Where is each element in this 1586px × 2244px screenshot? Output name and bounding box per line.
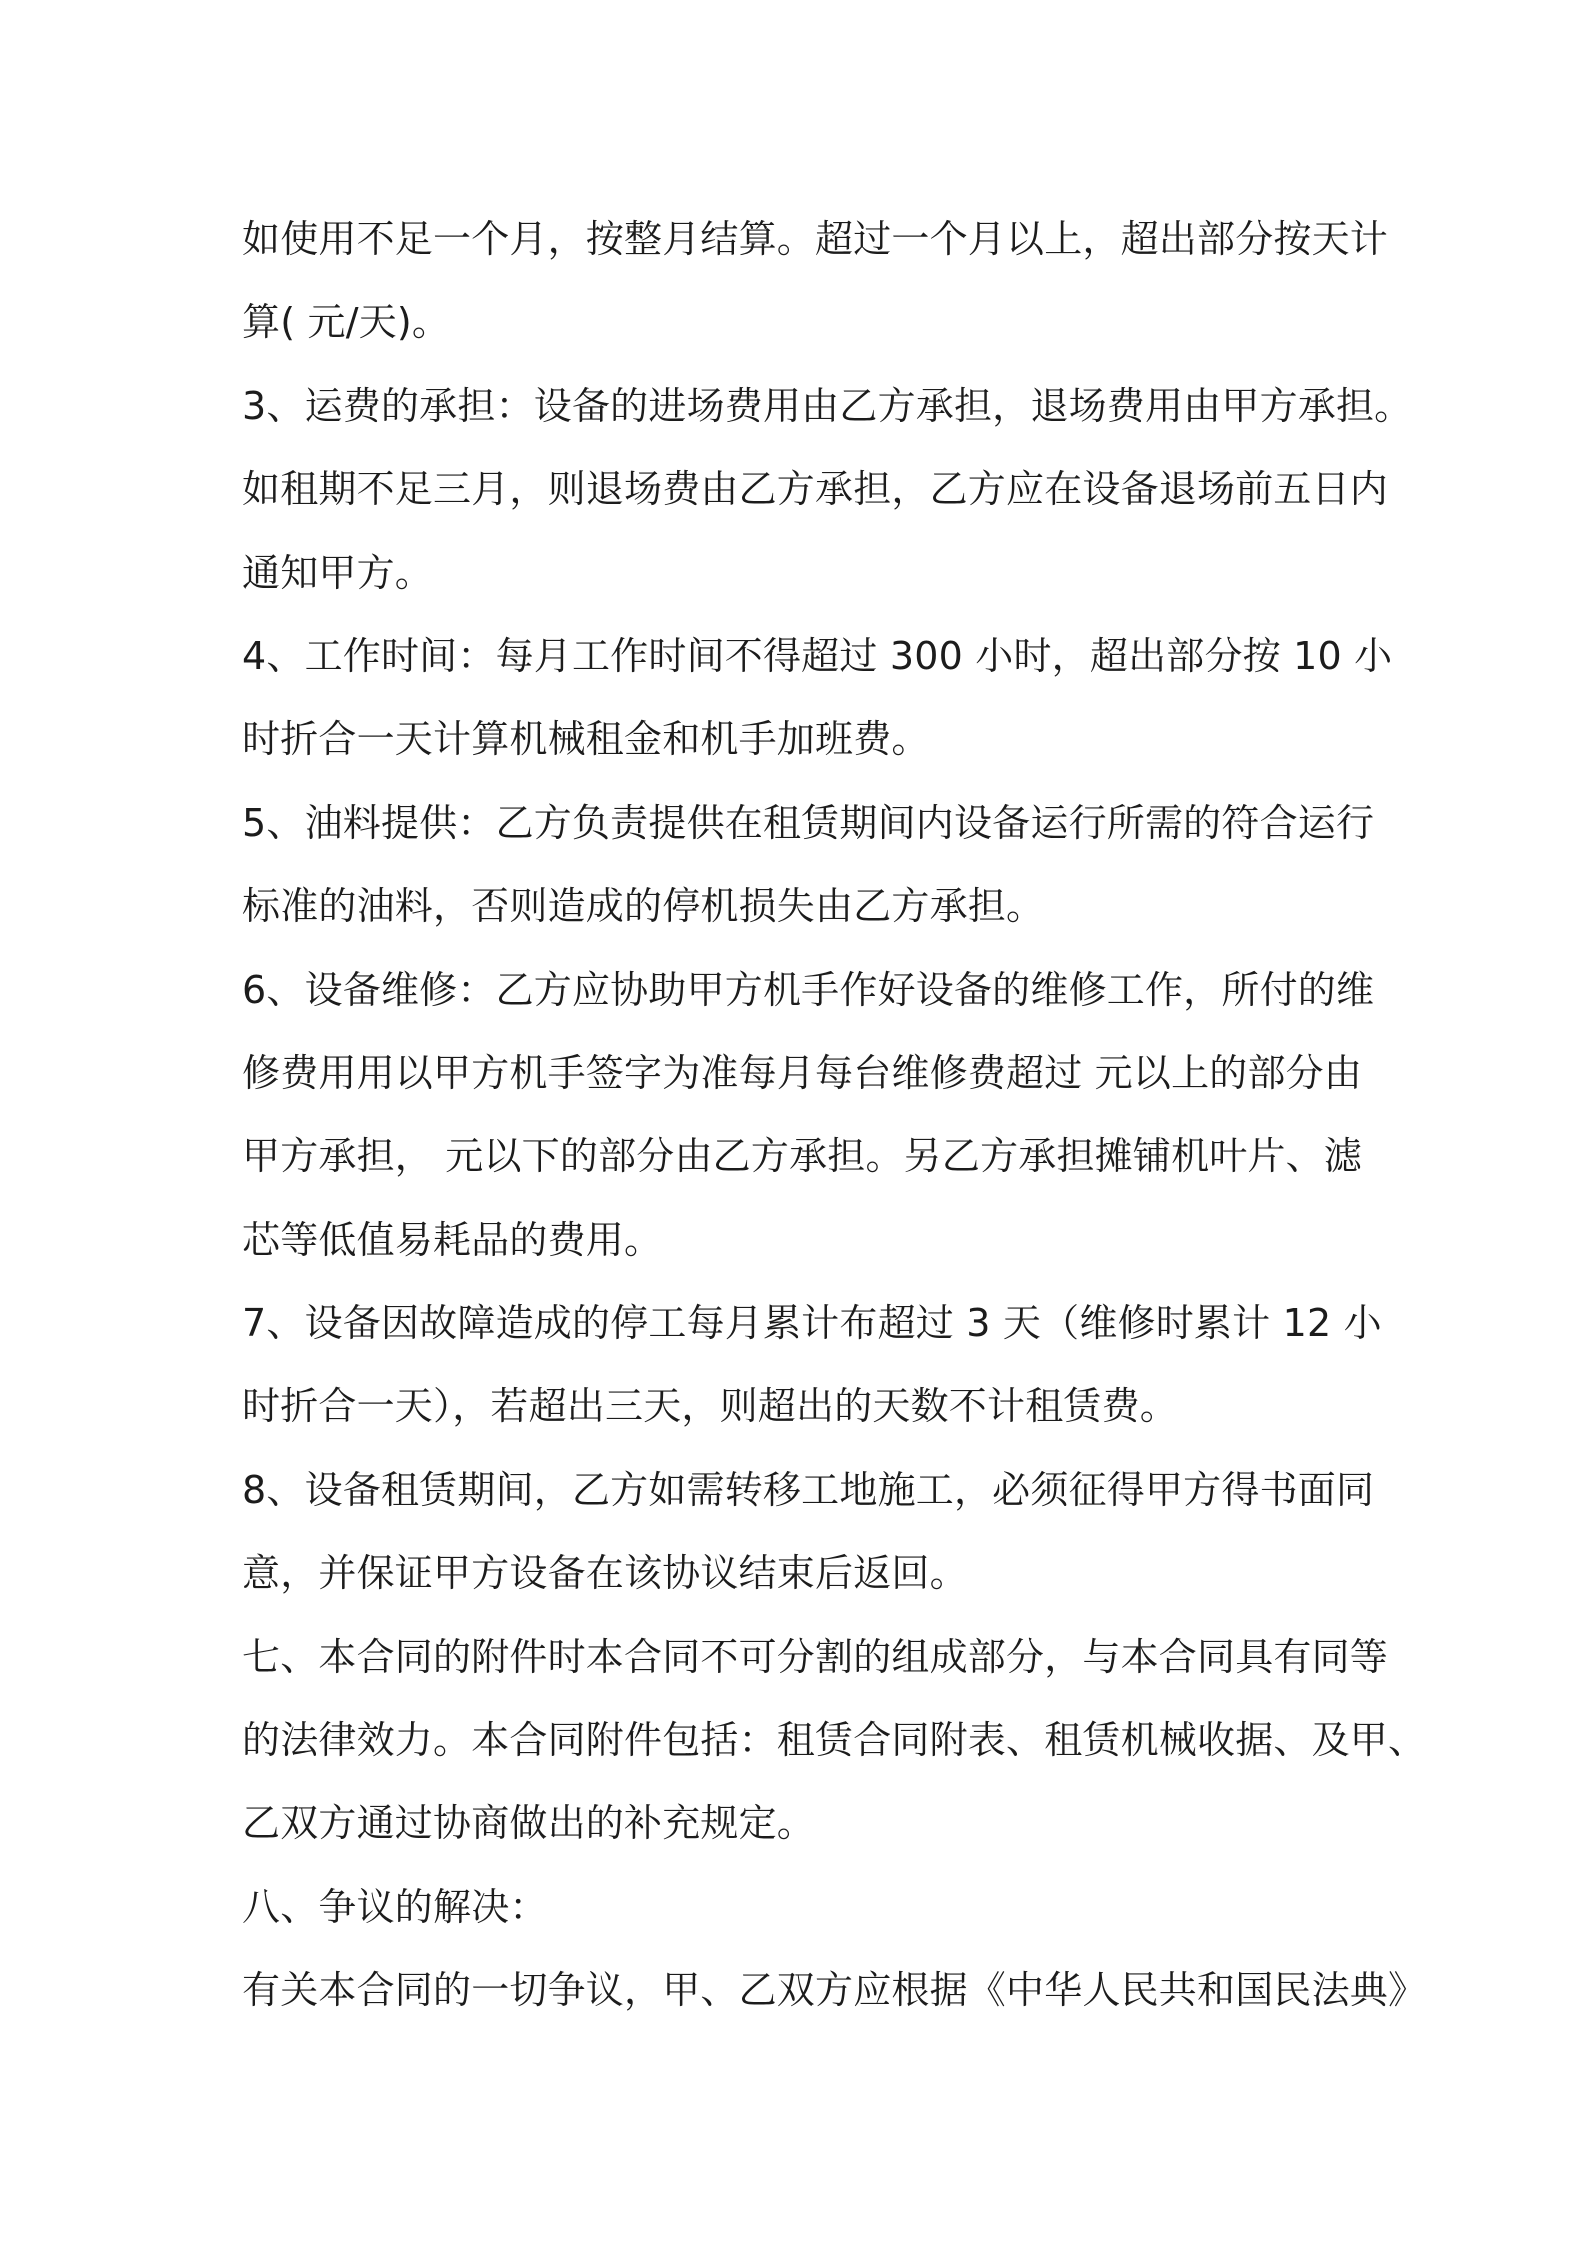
text-line: 芯等低值易耗品的费用。 — [242, 1217, 663, 1262]
text-line: 3、运费的承担：设备的进场费用由乙方承担，退场费用由甲方承担。 — [242, 383, 1413, 428]
text-line: 意，并保证甲方设备在该协议结束后返回。 — [242, 1551, 968, 1596]
text-line: 有关本合同的一切争议，甲、乙双方应根据《中华人民共和国民法典》 — [242, 1968, 1427, 2013]
text-line: 时折合一天），若超出三天，则超出的天数不计租赁费。 — [242, 1384, 1179, 1429]
text-line: 如租期不足三月，则退场费由乙方承担，乙方应在设备退场前五日内 — [242, 467, 1389, 512]
text-line: 修费用用以甲方机手签字为准每月每台维修费超过 元以上的部分由 — [242, 1050, 1363, 1095]
text-line: 时折合一天计算机械租金和机手加班费。 — [242, 717, 930, 762]
text-line: 八、争议的解决： — [242, 1884, 548, 1929]
text-line: 4、工作时间：每月工作时间不得超过 300 小时，超出部分按 10 小 — [242, 633, 1393, 678]
text-line: 6、设备维修：乙方应协助甲方机手作好设备的维修工作，所付的维 — [242, 967, 1375, 1012]
document-body — [242, 198, 1427, 2033]
text-line: 七、本合同的附件时本合同不可分割的组成部分，与本合同具有同等 — [242, 1634, 1389, 1679]
text-line: 如使用不足一个月，按整月结算。超过一个月以上，超出部分按天计 — [242, 217, 1389, 261]
text-line: 通知甲方。 — [242, 550, 434, 595]
text-line: 乙双方通过协商做出的补充规定。 — [242, 1801, 816, 1846]
text-line: 算( 元/天)。 — [242, 300, 451, 345]
text-line: 标准的油料，否则造成的停机损失由乙方承担。 — [242, 884, 1045, 929]
text-line: 的法律效力。本合同附件包括：租赁合同附表、租赁机械收据、及甲、 — [242, 1718, 1427, 1763]
text-line: 5、油料提供：乙方负责提供在租赁期间内设备运行所需的符合运行 — [242, 800, 1375, 845]
text-line: 7、设备因故障造成的停工每月累计布超过 3 天（维修时累计 12 小 — [242, 1301, 1382, 1346]
text-line: 甲方承担， 元以下的部分由乙方承担。另乙方承担摊铺机叶片、滤 — [242, 1134, 1363, 1179]
text-line: 8、设备租赁期间，乙方如需转移工地施工，必须征得甲方得书面同 — [242, 1467, 1375, 1512]
